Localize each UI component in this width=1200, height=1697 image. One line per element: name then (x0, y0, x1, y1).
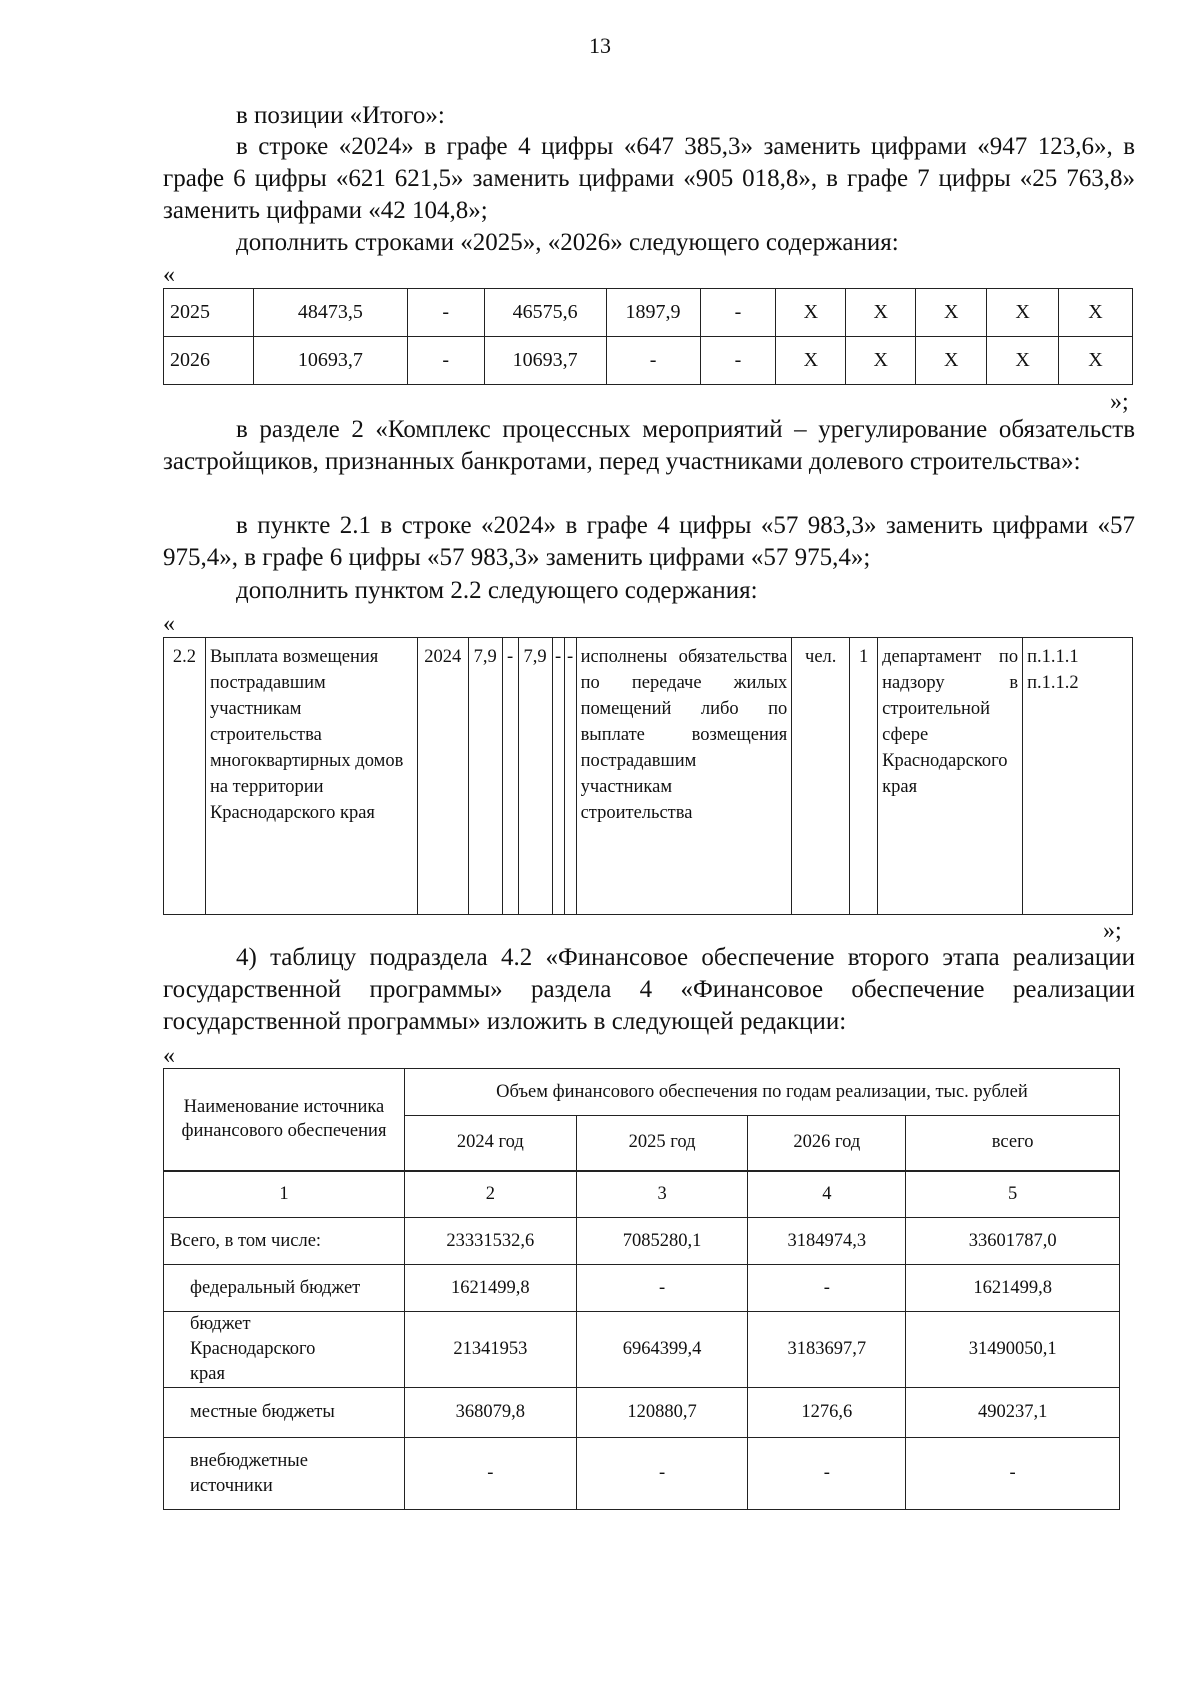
header-year-2025: 2025 год (576, 1116, 748, 1171)
cell: 2025 (164, 289, 254, 337)
cell: - (748, 1438, 906, 1510)
cell-qty: 1 (850, 638, 878, 915)
table-row (164, 337, 1133, 385)
row-label: Всего, в том числе: (164, 1218, 405, 1265)
col-number: 4 (748, 1171, 906, 1218)
cell: - (407, 337, 484, 385)
cell: - (404, 1438, 576, 1510)
cell: - (407, 289, 484, 337)
cell-ref: п.1.1.1 п.1.1.2 (1023, 638, 1133, 915)
cell: 6964399,4 (576, 1312, 748, 1388)
row-label: бюджет Краснодарского края (164, 1312, 405, 1388)
header-volume: Объем финансового обеспечения по годам реализации, тыс. рублей (404, 1069, 1119, 1116)
cell: - (700, 337, 776, 385)
col-number: 3 (576, 1171, 748, 1218)
cell: X (1059, 337, 1133, 385)
cell: 31490050,1 (906, 1312, 1120, 1388)
header-year-2024: 2024 год (404, 1116, 576, 1171)
cell: 23331532,6 (404, 1218, 576, 1265)
cell: - (576, 1265, 748, 1312)
cell: 10693,7 (484, 337, 606, 385)
cell: 1897,9 (606, 289, 700, 337)
cell: - (748, 1265, 906, 1312)
page-number: 13 (589, 33, 611, 58)
paragraph-row-2024: в строке «2024» в графе 4 цифры «647 385,3» заменить цифрами «947 123,6», в графе 6 цифры «621 621,5» заменить цифрами «905 018,8», в графе 7 цифры «25 763,8» заменить цифрами «42 104,8»; (163, 133, 1135, 224)
header-year-2026: 2026 год (748, 1116, 906, 1171)
cell-executor: департамент по надзору в строительной сфере Краснодарского края (878, 638, 1023, 915)
cell: X (846, 337, 916, 385)
cell-v1: 7,9 (468, 638, 502, 915)
cell: X (987, 337, 1059, 385)
table-rows-2025-2026 (163, 288, 1133, 385)
paragraph-add-rows: дополнить строками «2025», «2026» следующего содержания: (236, 229, 899, 256)
table-row (164, 1388, 1120, 1438)
cell: - (906, 1438, 1120, 1510)
quote-open-3: « (163, 1043, 175, 1069)
table-row (164, 289, 1133, 337)
cell-v5: - (564, 638, 576, 915)
cell: 368079,8 (404, 1388, 576, 1438)
cell: - (576, 1438, 748, 1510)
cell: X (776, 289, 846, 337)
cell: X (916, 289, 987, 337)
paragraph-add-item-2-2: дополнить пунктом 2.2 следующего содержания: (236, 577, 758, 604)
cell: 7085280,1 (576, 1218, 748, 1265)
table-row (164, 638, 1133, 915)
quote-open-1: « (163, 262, 175, 288)
table-row (164, 1438, 1120, 1510)
cell: X (987, 289, 1059, 337)
cell: 1276,6 (748, 1388, 906, 1438)
cell: 1621499,8 (404, 1265, 576, 1312)
cell-num: 2.2 (164, 638, 206, 915)
cell: X (1059, 289, 1133, 337)
cell: 48473,5 (253, 289, 407, 337)
cell: 3183697,7 (748, 1312, 906, 1388)
row-label: местные бюджеты (164, 1388, 405, 1438)
quote-close-1: »; (1110, 389, 1129, 415)
paragraph-itogo: в позиции «Итого»: (236, 102, 445, 129)
header-source: Наименование источника финансового обеспечения (164, 1069, 405, 1171)
paragraph-item-2-1: в пункте 2.1 в строке «2024» в графе 4 цифры «57 983,3» заменить цифрами «57 975,4», в графе 6 цифры «57 983,3» заменить цифрами «57 975,4»; (163, 512, 1135, 571)
cell: 490237,1 (906, 1388, 1120, 1438)
cell-year: 2024 (417, 638, 468, 915)
cell: 33601787,0 (906, 1218, 1120, 1265)
column-numbers-row (164, 1171, 1120, 1218)
cell: X (916, 337, 987, 385)
paragraph-section-2: в разделе 2 «Комплекс процессных мероприятий – урегулирование обязательств застройщиков, признанных банкротами, перед участниками долевого строительства»: (163, 416, 1135, 475)
col-number: 1 (164, 1171, 405, 1218)
col-number: 5 (906, 1171, 1120, 1218)
row-label: федеральный бюджет (164, 1265, 405, 1312)
cell-name: Выплата возмещения пострадавшим участникам строительства многоквартирных домов на территории Краснодарского края (205, 638, 417, 915)
cell: X (846, 289, 916, 337)
cell: - (700, 289, 776, 337)
paragraph-table-4-2: 4) таблицу подраздела 4.2 «Финансовое обеспечение второго этапа реализации государственной программы» раздела 4 «Финансовое обеспечение реализации государственной программы» изложить в следующей редакции: (163, 944, 1135, 1035)
row-label: внебюджетные источники (164, 1438, 405, 1510)
cell: 3184974,3 (748, 1218, 906, 1265)
cell-v2: - (502, 638, 518, 915)
table-financing (163, 1068, 1120, 1510)
col-number: 2 (404, 1171, 576, 1218)
cell: 46575,6 (484, 289, 606, 337)
table-row (164, 1218, 1120, 1265)
header-total: всего (906, 1116, 1120, 1171)
cell-v4: - (552, 638, 564, 915)
cell: X (776, 337, 846, 385)
cell: 2026 (164, 337, 254, 385)
cell: 120880,7 (576, 1388, 748, 1438)
table-item-2-2 (163, 637, 1133, 915)
cell: 10693,7 (253, 337, 407, 385)
cell-v3: 7,9 (518, 638, 552, 915)
cell-result: исполнены обязательства по передаче жилых помещений либо по выплате возмещения пострадавшим участникам строительства (576, 638, 792, 915)
quote-open-2: « (163, 611, 175, 637)
cell: 21341953 (404, 1312, 576, 1388)
table-row (164, 1312, 1120, 1388)
cell: 1621499,8 (906, 1265, 1120, 1312)
quote-close-2: »; (1103, 918, 1122, 944)
cell-unit: чел. (792, 638, 850, 915)
table-row (164, 1265, 1120, 1312)
cell: - (606, 337, 700, 385)
